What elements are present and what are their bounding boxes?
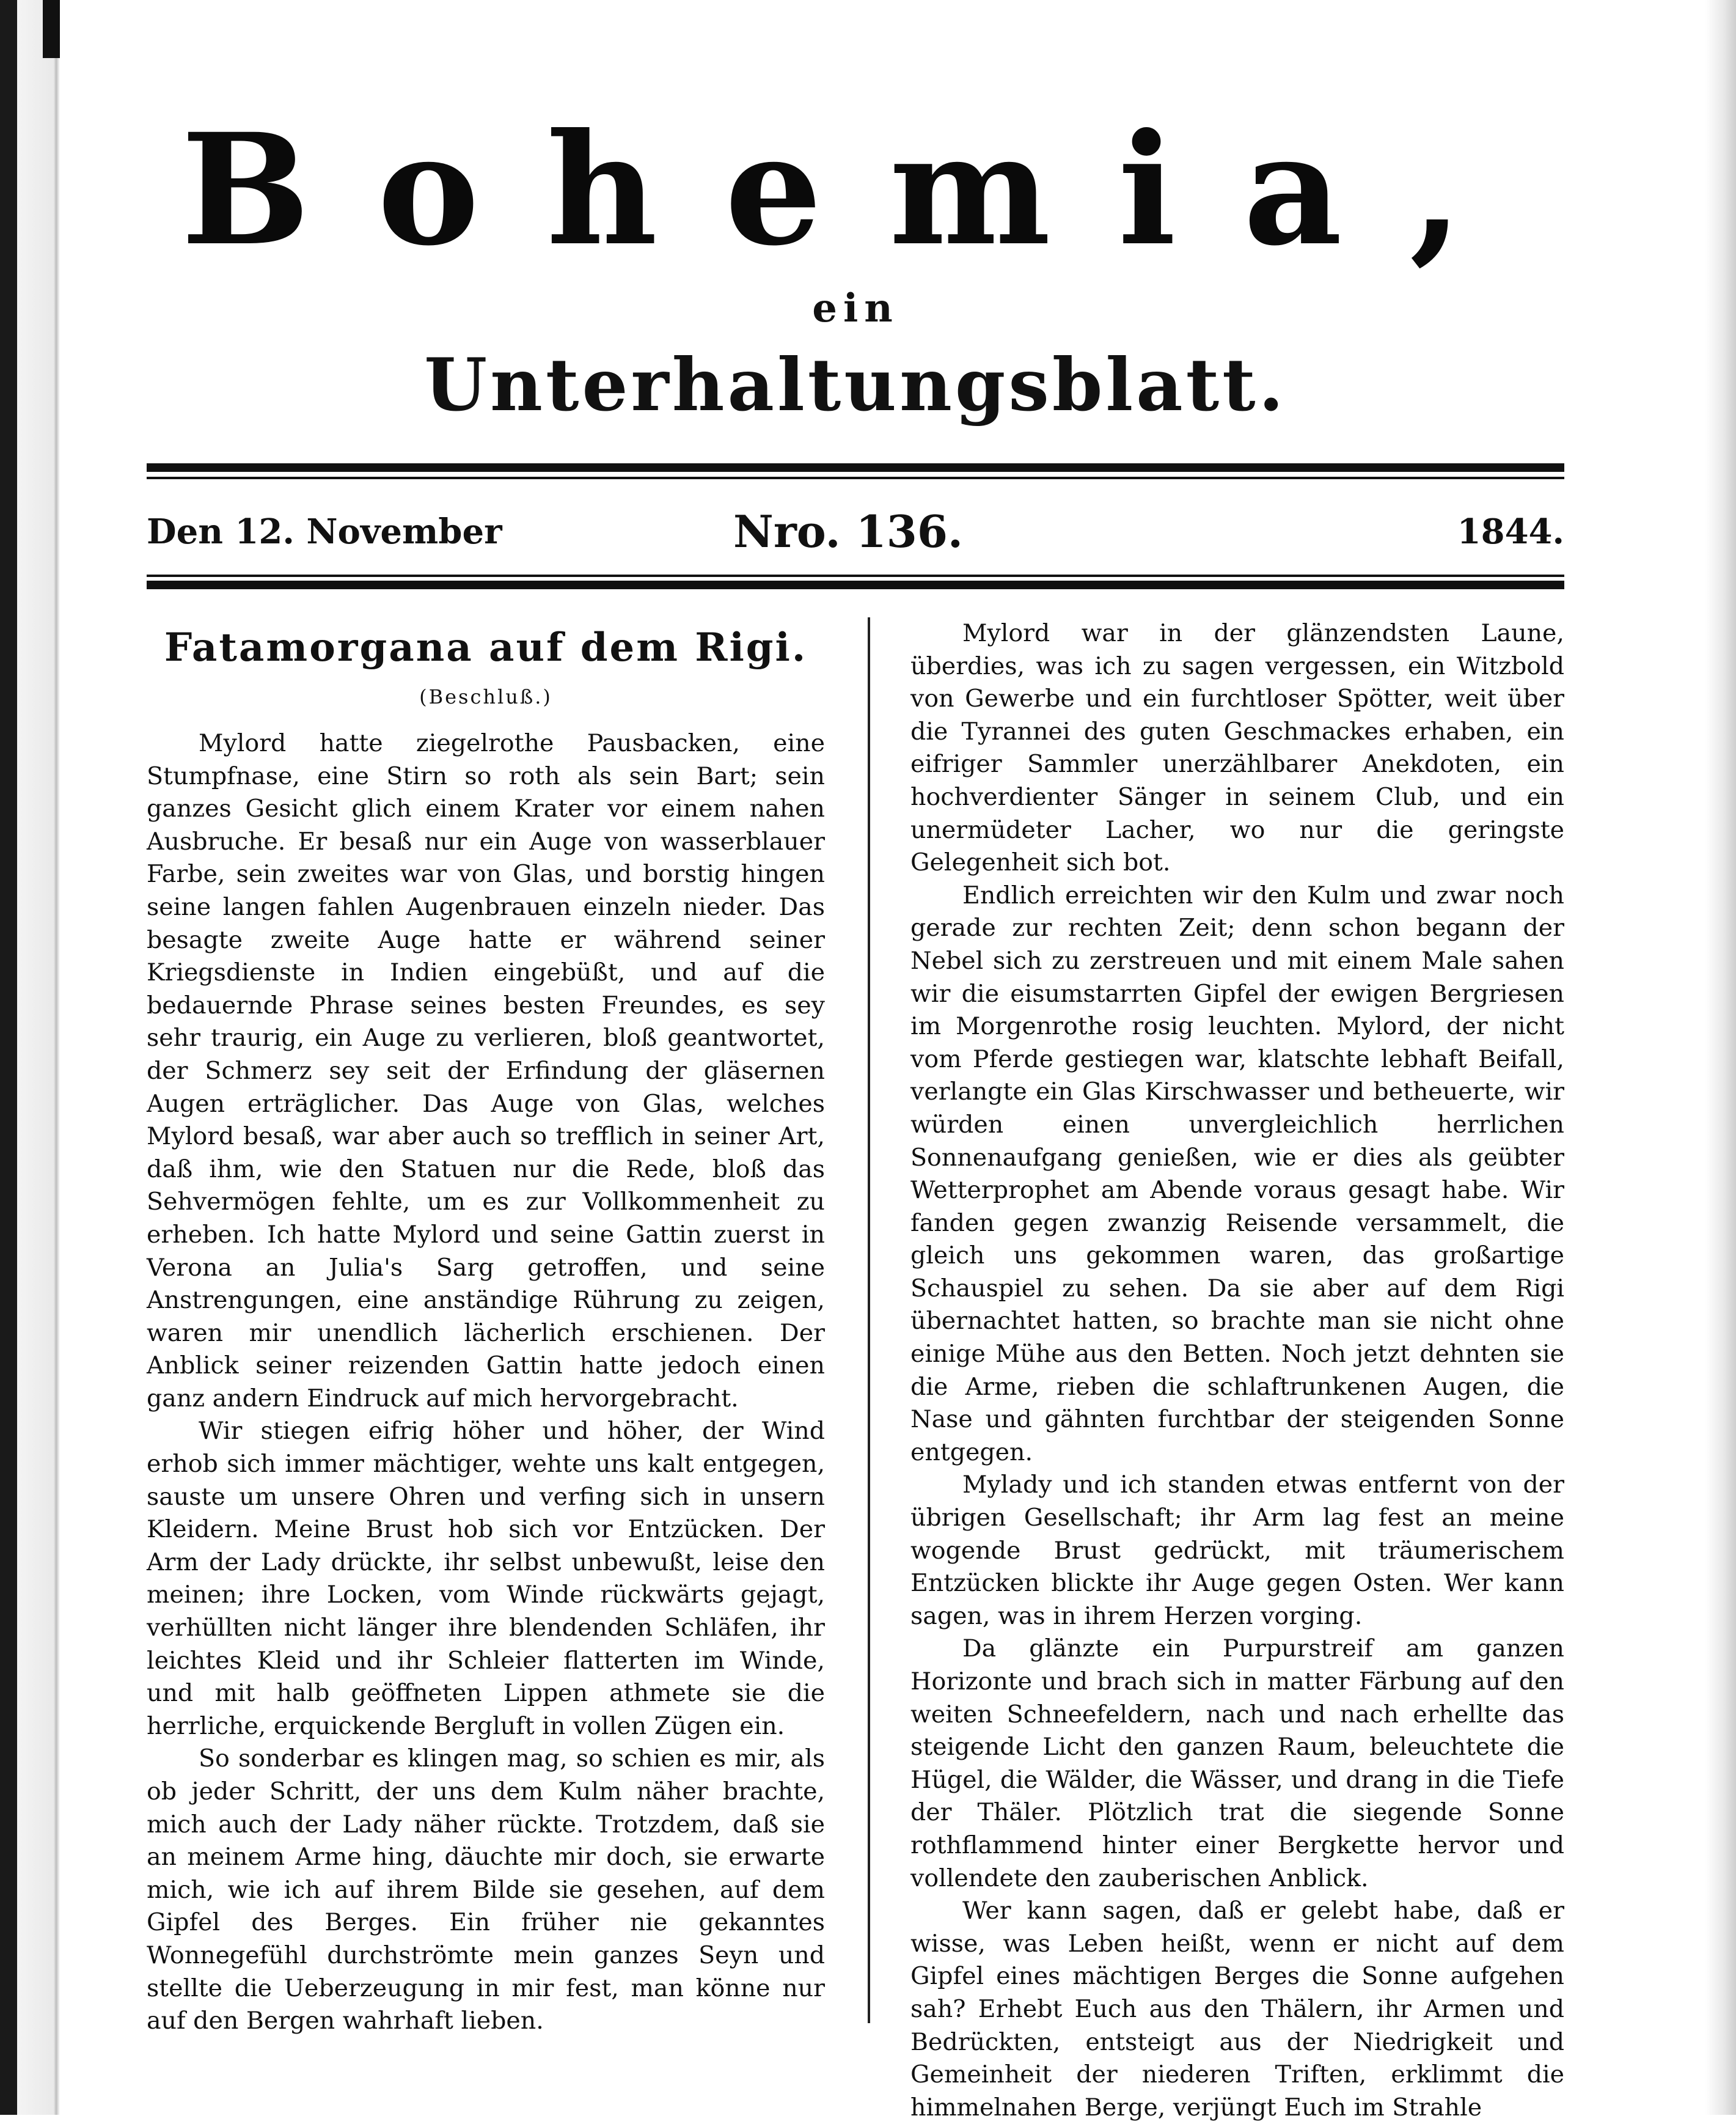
article-paragraph: Endlich erreichten wir den Kulm und zwar noch gerade zur rechten Zeit; denn schon begann der Nebel sich zu zerstreuen und mit einem Male sahen wir die eisumstarrten Gipfel der ewigen Bergriesen im Morgenrothe rosig leuchten. Mylord, der nicht vom Pferde gestiegen war, klatschte lebhaft Beifall, verlangte ein Glas Kirschwasser und betheuerte, wir würden einen unvergleichlich herrlichen Sonnenaufgang genießen, wie er dies als geübter Wetterprophet am Abende voraus gesagt habe. Wir fanden gegen zwanzig Reisende versammelt, die gleich uns gekommen waren, das großartige Schauspiel zu sehen. Da sie aber auf dem Rigi übernachtet hatten, so brachte man sie nicht ohne einige Mühe aus den Betten. Noch jetzt dehnten sie die Arme, rieben die schlaftrunkenen Augen, die Nase und gähnten furchtbar der steigenden Sonne entgegen. — [910, 881, 1564, 1466]
masthead-subtitle: Unterhaltungsblatt. — [424, 342, 1287, 427]
scan-edge-dark-bar — [43, 0, 60, 58]
newspaper-page — [147, 98, 1564, 2122]
masthead-rule-thick — [147, 463, 1564, 472]
dateline — [147, 501, 1564, 562]
article-paragraph: Da glänzte ein Purpurstreif am ganzen Horizonte und brach sich in matter Färbung auf den weiten Schneefeldern, nach und nach erhellte das steigende Licht den ganzen Raum, beleuchtete die Hügel, die Wälder, die Wässer, und drang in die Tiefe der Thäler. Plötzlich trat die siegende Sonne rothflammend hinter einer Bergkette hervor und vollendete den zauberischen Anblick. — [910, 1634, 1564, 1892]
article-paragraph: Mylord hatte ziegelrothe Pausbacken, eine Stumpfnase, eine Stirn so roth als sein Bart; sein ganzes Gesicht glich einem Krater vor einem nahen Ausbruche. Er besaß nur ein Auge von wasserblauer Farbe, sein zweites war von Glas, und borstig hingen seine langen fahlen Augenbrauen einzeln nieder. Das besagte zweite Auge hatte er während seiner Kriegsdienste in Indien eingebüßt, und auf die bedauernde Phrase seines besten Freundes, es sey sehr traurig, ein Auge zu verlieren, bloß geantwortet, der Schmerz sey seit der Erfindung der gläsernen Augen erträglicher. Das Auge von Glas, welches Mylord besaß, war aber auch so trefflich in seiner Art, daß ihm, wie den Statuen nur die Rede, bloß das Sehvermögen fehlte, um es zur Vollkommenheit zu erheben. Ich hatte Mylord und seine Gattin zuerst in Verona an Julia's Sarg getroffen, und seine Anstrengungen, eine anständige Rührung zu zeigen, waren mir unendlich lächerlich erschienen. Der Anblick seiner reizenden Gattin hatte jedoch einen ganz andern Eindruck auf mich hervorgebracht. — [147, 729, 825, 1413]
column-divider — [868, 617, 870, 2023]
masthead-rule-thin — [147, 477, 1564, 479]
column-left — [147, 617, 825, 2041]
dateline-rule-thin — [147, 575, 1564, 577]
issue-year: 1844. — [1457, 512, 1564, 552]
article-title: Fatamorgana auf dem Rigi. — [164, 625, 808, 671]
masthead-title: Bohemia, — [181, 100, 1530, 279]
article-paragraph: Mylady und ich standen etwas entfernt von der übrigen Gesellschaft; ihr Arm lag fest an meine wogende Brust gedrückt, mit träumerischem Entzücken blickte ihr Auge gegen Osten. Wer kann sagen, was in ihrem Herzen vorging. — [910, 1471, 1564, 1630]
article-note: (Beschluß.) — [419, 685, 552, 708]
article-paragraph: So sonderbar es klingen mag, so schien es mir, als ob jeder Schritt, der uns dem Kulm näher brachte, mich auch der Lady näher rückte. Trotzdem, daß sie an meinem Arme hing, däuchte mir doch, sie erwarte mich, wie ich auf ihrem Bilde sie gesehen, auf dem Gipfel des Berges. Ein früher nie gekanntes Wonnegefühl durchströmte mein ganzes Seyn und stellte die Ueberzeugung in mir fest, man könne nur auf den Bergen wahrhaft lieben. — [147, 1744, 825, 2035]
issue-date: Den 12. November — [147, 512, 502, 552]
article-paragraph: Wer kann sagen, daß er gelebt habe, daß er wisse, was Leben heißt, wenn er nicht auf dem Gipfel eines mächtigen Berges die Sonne aufgehen sah? Erhebt Euch aus den Thälern, ihr Armen und Bedrückten, entsteigt aus der Niedrigkeit und Gemeinheit der niederen Triften, erklimmt die himmelnahen Berge, verjüngt Euch im Strahle — [910, 1897, 1564, 2122]
article-paragraph: Wir stiegen eifrig höher und höher, der Wind erhob sich immer mächtiger, wehte uns kalt entgegen, sauste um unsere Ohren und verfing sich in unsern Kleidern. Meine Brust hob sich vor Entzücken. Der Arm der Lady drückte, ihr selbst unbewußt, leise den meinen; ihre Locken, vom Winde rückwärts gejagt, verhüllten nicht länger ihre blendenden Schläfen, ihr leichtes Kleid und ihr Schleier flatterten im Winde, und mit halb geöffneten Lippen athmete sie die herrliche, erquickende Bergluft in vollen Zügen ein. — [147, 1417, 825, 1740]
scan-binding-edge — [0, 0, 60, 2115]
column-right — [910, 617, 1564, 2122]
dateline-rule-thick — [147, 581, 1564, 589]
masthead-ein: ein — [812, 285, 899, 331]
scan-right-edge — [1705, 0, 1736, 2115]
article-paragraph: Mylord war in der glänzendsten Laune, überdies, was ich zu sagen vergessen, ein Witzbold von Gewerbe und ein furchtloser Spötter, weit über die Tyrannei des guten Geschmackes erhaben, ein eifriger Sammler unerzählbarer Anekdoten, ein hochverdienter Sänger in seinem Club, und ein unermüdeter Lacher, wo nur die geringste Gelegenheit sich bot. — [910, 619, 1564, 877]
issue-number: Nro. 136. — [733, 505, 963, 557]
